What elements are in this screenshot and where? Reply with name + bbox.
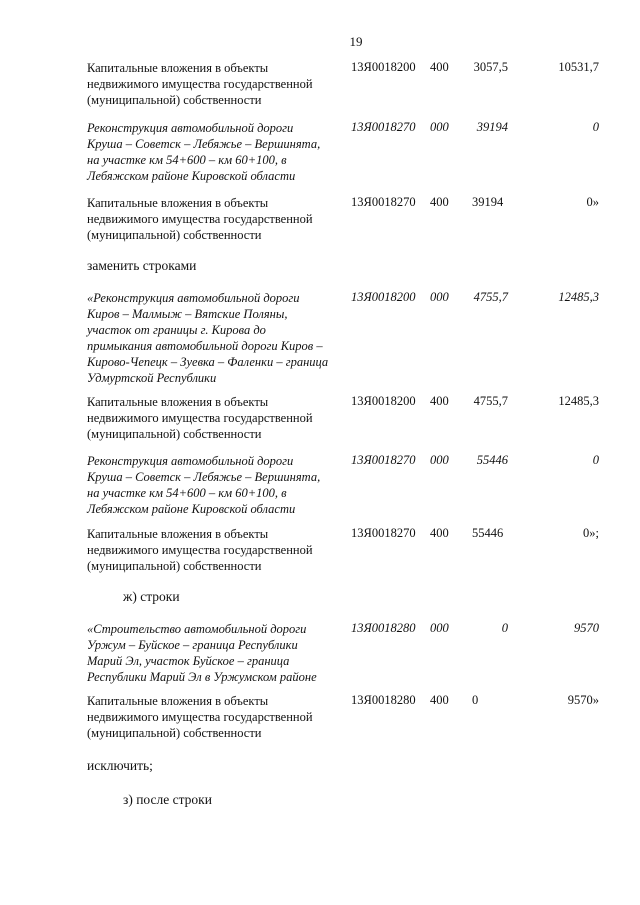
row-code: 13Я0018280 [351,693,416,707]
row-vr: 000 [430,621,449,635]
row-value-1: 55446 [476,453,508,467]
row-vr: 400 [430,60,449,74]
row-code: 13Я0018270 [351,453,416,467]
row-value-2: 10531,7 [558,60,599,74]
row-description: Капитальные вложения в объекты недвижимого имущества государственной (муниципальной) собственности [87,694,313,740]
row-code: 13Я0018270 [351,120,416,134]
row-code: 13Я0018270 [351,195,416,209]
row-code: 13Я0018200 [351,290,416,304]
row-value-2: 0 [592,120,599,134]
row-value-1: 3057,5 [473,60,508,74]
page-number: 19 [349,34,363,49]
row-description: «Строительство автомобильной дороги Уржум – Буйское – граница Республики Марий Эл, участок Буйское – граница Республики Марий Эл в Уржумском районе [87,622,317,684]
row-vr: 000 [430,120,449,134]
row-value-2: 9570 [574,621,599,635]
row-description: Капитальные вложения в объекты недвижимого имущества государственной (муниципальной) собственности [87,527,313,573]
row-code: 13Я0018280 [351,621,416,635]
row-description: «Реконструкция автомобильной дороги Киров – Малмыж – Вятские Поляны, участок от границы г. Кирова до примыкания автомобильной дороги Киров – Кирово-Чепецк – Зуевка – Фаленки – граница Удмуртской Республики [87,291,329,385]
row-vr: 400 [430,195,449,209]
row-value-1: 55446 [472,526,504,540]
row-value-2: 0»; [583,526,599,540]
row-vr: 000 [430,290,449,304]
row-description: Капитальные вложения в объекты недвижимого имущества государственной (муниципальной) собственности [87,61,313,107]
paragraph-exclude: исключить; [87,758,153,773]
row-description: Реконструкция автомобильной дороги Круша – Советск – Лебяжье – Вершинята, на участке км 54+600 – км 60+100, в Лебяжском районе Кировской области [87,121,321,183]
row-value-1: 0 [501,621,508,635]
row-value-2: 12485,3 [558,290,599,304]
paragraph-z: з) после строки [123,792,212,807]
row-value-2: 0» [586,195,599,209]
row-code: 13Я0018200 [351,60,416,74]
row-description: Капитальные вложения в объекты недвижимого имущества государственной (муниципальной) собственности [87,395,313,441]
row-value-1: 39194 [472,195,504,209]
row-value-1: 4755,7 [473,394,508,408]
row-value-1: 4755,7 [473,290,508,304]
row-code: 13Я0018270 [351,526,416,540]
row-description: Реконструкция автомобильной дороги Круша – Советск – Лебяжье – Вершинята, на участке км 54+600 – км 60+100, в Лебяжском районе Кировской области [87,454,321,516]
row-value-1: 0 [472,693,479,707]
row-description: Капитальные вложения в объекты недвижимого имущества государственной (муниципальной) собственности [87,196,313,242]
paragraph-zh: ж) строки [123,589,180,604]
row-value-1: 39194 [476,120,508,134]
row-vr: 400 [430,394,449,408]
row-value-2: 0 [592,453,599,467]
row-value-2: 12485,3 [558,394,599,408]
paragraph-replace: заменить строками [87,258,197,273]
row-code: 13Я0018200 [351,394,416,408]
row-value-2: 9570» [567,693,599,707]
row-vr: 400 [430,693,449,707]
row-vr: 000 [430,453,449,467]
row-vr: 400 [430,526,449,540]
